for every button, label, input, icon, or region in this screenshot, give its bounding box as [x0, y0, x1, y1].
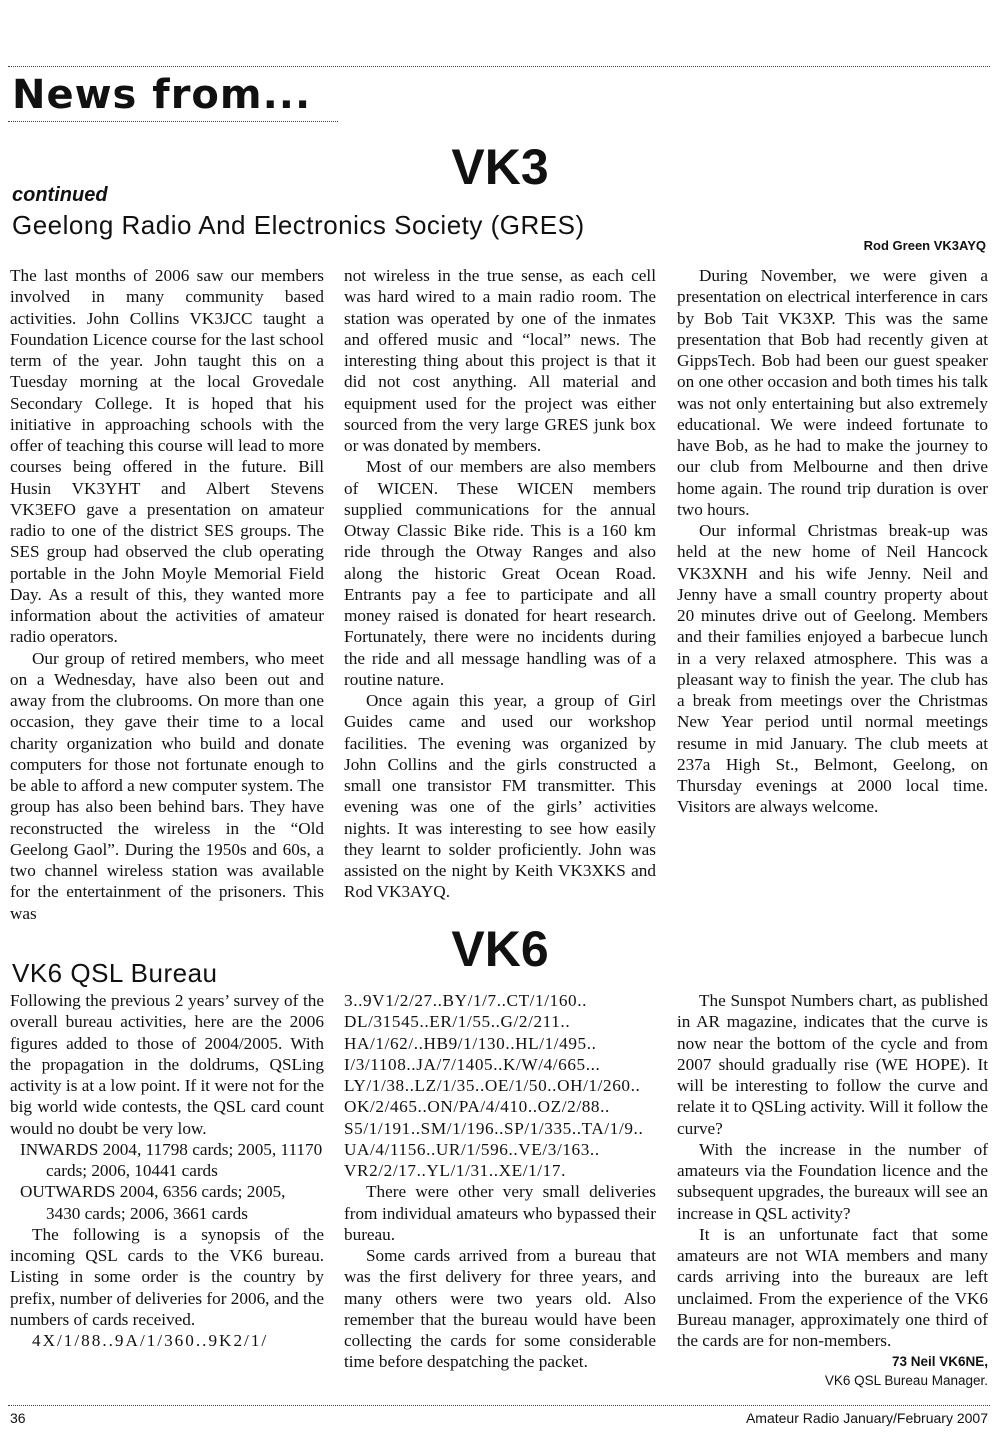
- paragraph: The last months of 2006 saw our members involved in many community based activities. John Collins VK3JCC taught a Foundation Licence course for the last school term of the year. John taught this on a Tuesday morning at the local Grovedale Secondary College. It is hoped that his initiative in approaching schools with the offer of teaching this course will lead to more courses being offered in the future. Bill Husin VK3YHT and Albert Stevens VK3EFO gave a presentation on amateur radio to one of the district SES groups. The SES group had observed the club operating portable in the John Moyle Memorial Field Day. As a result of this, they wanted more information about the activities of amateur radio operators.: [10, 266, 324, 647]
- region-heading-vk3: VK3: [451, 139, 549, 195]
- paragraph: With the increase in the number of amateurs via the Foundation licence and the subsequent upgrades, the bureaux will see an increase in QSL activity?: [677, 1139, 988, 1223]
- paragraph: Once again this year, a group of Girl Guides came and used our workshop facilities. The evening was organized by John Collins and the girls constructed a small one transistor FM transmitter. This evening was one of the girls’ activities nights. It was interesting to see how easily they learnt to solder proficiently. John was assisted on the night by Keith VK3XKS and Rod VK3AYQ.: [344, 691, 656, 902]
- paragraph: It is an unfortunate fact that some amateurs are not WIA members and many cards arriving into the bureaux are left unclaimed. From the experience of the VK6 Bureau manager, approximately one third of the cards are for non-members.: [677, 1224, 988, 1350]
- article-title-gres: Geelong Radio And Electronics Society (GRES): [12, 210, 585, 240]
- paragraph: Our informal Christmas break-up was held at the new home of Neil Hancock VK3XNH and his wife Jenny. Neil and Jenny have a small country property about 20 minutes drive out of Geelong. Members and their families enjoyed a barbecue lunch in a very relaxed atmosphere. This was a pleasant way to finish the year. The club has a break from meetings over the Christmas New Year period until normal meetings resume in mid January. The club meets at 237a High St., Belmont, Geelong, on Thursday evenings at 2000 local time. Visitors are always welcome.: [677, 521, 988, 817]
- vk3-column-1: [10, 265, 324, 924]
- publication-name: Amateur Radio January/February 2007: [745, 1410, 988, 1426]
- author-byline: Rod Green VK3AYQ: [863, 238, 986, 253]
- paragraph: Our group of retired members, who meet on a Wednesday, have also been out and away from the clubrooms. On more than one occasion, they gave their time to a local charity organization who build and donate computers for those not fortunate enough to be able to afford a new computer system. The group has also been behind bars. They have reconstructed the wireless in the “Old Geelong Gaol”. During the 1950s and 60s, a two channel wireless station was available for the entertainment of the prisoners. This was: [10, 648, 324, 923]
- paragraph: Some cards arrived from a bureau that was the first delivery for three years, and many others were two years old. Also remember that the bureau would have been collecting the cards for some considerable time before despatching the packet.: [344, 1246, 656, 1372]
- paragraph: There were other very small deliveries from individual amateurs who bypassed their bureau.: [344, 1182, 656, 1244]
- vk3-column-2: [344, 265, 656, 903]
- footer-rule: [8, 1405, 990, 1406]
- outwards-stats: OUTWARDS 2004, 6356 cards; 2005, 3430 cards; 2006, 3661 cards: [20, 1182, 286, 1223]
- region-heading-vk6: VK6: [451, 921, 549, 977]
- paragraph: The following is a synopsis of the incoming QSL cards to the VK6 bureau. Listing in some order is the country by prefix, number of deliveries for 2006, and the numbers of cards received.: [10, 1224, 324, 1329]
- continued-label: continued: [12, 184, 108, 206]
- vk6-column-2: [344, 990, 656, 1373]
- top-rule: [8, 66, 990, 67]
- paragraph: During November, we were given a presentation on electrical interference in cars by Bob Tait VK3XP. This was the same presentation that Bob had recently given at GippsTech. Bob had been our guest speaker on one other occasion and both times his talk was not only entertaining but also extremely educational. We were indeed fortunate to have Bob, as he had to make the journey to our club from Melbourne and then drive home again. The round trip duration is over two hours.: [677, 266, 988, 519]
- vk6-column-3: [677, 990, 988, 1351]
- signoff: [677, 1352, 988, 1390]
- signoff-name: 73 Neil VK6NE,: [891, 1354, 988, 1369]
- prefix-list-start: 4X/1/88..9A/1/360..9K2/1/: [32, 1331, 269, 1350]
- page-heading: News from...: [12, 72, 312, 118]
- signoff-role: VK6 QSL Bureau Manager.: [824, 1373, 988, 1388]
- inwards-stats: INWARDS 2004, 11798 cards; 2005, 11170 cards; 2006, 10441 cards: [20, 1139, 323, 1180]
- paragraph: Following the previous 2 years’ survey of the overall bureau activities, here are the 2006 figures added to those of 2004/2005. With the propagation in the doldrums, QSLing activity is at a low point. If it were not for the big world wide contests, the QSL card count would no doubt be very low.: [10, 991, 324, 1138]
- heading-rule: [8, 121, 338, 122]
- paragraph: Most of our members are also members of WICEN. These WICEN members supplied communications for the annual Otway Classic Bike ride. This is a 160 km ride through the Otway Ranges and also along the historic Great Ocean Road. Entrants pay a fee to participate and all money raised is donated for heart research. Fortunately, there were no incidents during the ride and all message handling was of a routine nature.: [344, 457, 656, 689]
- page-number: 36: [10, 1410, 26, 1426]
- prefix-list: 3..9V1/2/27..BY/1/7..CT/1/160.. DL/31545..ER/1/55..G/2/211.. HA/1/62/..HB9/1/130..HL/1/495.. I/3/1108..JA/7/1405..K/W/4/665... LY/1/38..LZ/1/35..OE/1/50..OH/1/260.. OK/2/465..ON/PA/4/410..OZ/2/88.. S5/1/191..SM/1/196..SP/1/335..TA/1/9.. UA/4/1156..UR/1/596..VE/3/163.. VR2/2/17..YL/1/31..XE/1/17.: [344, 991, 644, 1180]
- vk6-column-1: [10, 990, 324, 1351]
- article-title-vk6-qsl: VK6 QSL Bureau: [12, 958, 218, 988]
- paragraph: The Sunspot Numbers chart, as published in AR magazine, indicates that the curve is now near the bottom of the cycle and from 2007 should gradually rise (WE HOPE). It will be interesting to follow the curve and relate it to QSLing activity. Will it follow the curve?: [677, 991, 988, 1138]
- vk3-column-3: [677, 265, 988, 818]
- paragraph: not wireless in the true sense, as each cell was hard wired to a main radio room. The station was operated by one of the inmates and offered music and “local” news. The interesting thing about this project is that it did not cost anything. All material and equipment used for the project was either sourced from the very large GRES junk box or was donated by members.: [344, 266, 656, 455]
